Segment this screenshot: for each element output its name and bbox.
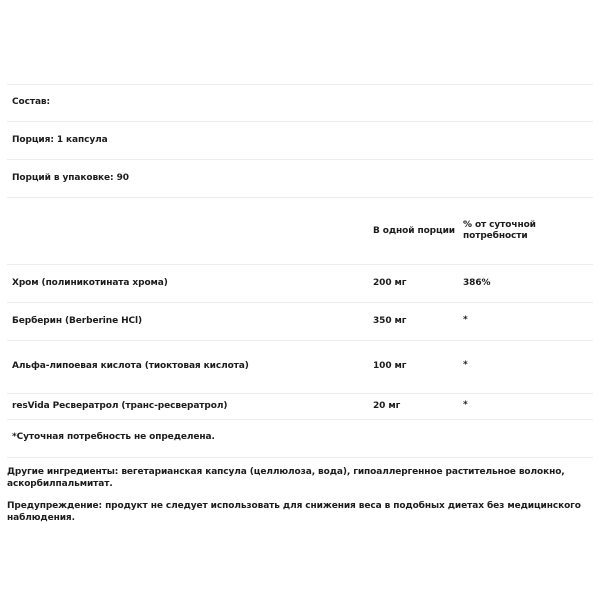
divider [7,159,593,160]
ingredient-name: Хром (полиникотината хрома) [12,278,168,288]
divider [7,84,593,85]
warning-text: Предупреждение: продукт не следует использовать для снижения веса в подобных диетах без медицинского наблюдения. [7,501,581,523]
divider [7,340,593,341]
serving-size: Порция: 1 капсула [12,135,108,145]
divider [7,197,593,198]
footnote: *Суточная потребность не определена. [12,432,215,442]
ingredient-daily-value: * [463,360,468,370]
composition-label: Состав: [12,97,51,107]
column-header-daily-value-line1: % от суточной [463,220,536,230]
divider [7,264,593,265]
ingredient-daily-value: 386% [463,278,491,288]
servings-per-container: Порций в упаковке: 90 [12,173,129,183]
ingredient-name: Альфа-липоевая кислота (тиоктовая кислота) [12,361,249,371]
other-ingredients: Другие ингредиенты: вегетарианская капсула (целлюлоза, вода), гипоаллергенное растительное волокно, аскорбилпальмитат. [7,467,565,489]
divider [7,419,593,420]
ingredient-daily-value: * [463,315,468,325]
column-header-daily-value [463,220,536,242]
column-header-amount: В одной порции [373,226,456,236]
ingredient-amount: 350 мг [373,316,407,326]
divider [7,121,593,122]
ingredient-name: resVida Ресвератрол (транс-ресвератрол) [12,401,228,411]
ingredient-amount: 200 мг [373,278,407,288]
divider [7,302,593,303]
divider [7,457,593,458]
ingredient-amount: 20 мг [373,401,401,411]
ingredient-amount: 100 мг [373,361,407,371]
divider [7,393,593,394]
column-header-daily-value-line2: потребности [463,231,528,241]
ingredient-name: Берберин (Berberine HCl) [12,316,143,326]
ingredient-daily-value: * [463,400,468,410]
